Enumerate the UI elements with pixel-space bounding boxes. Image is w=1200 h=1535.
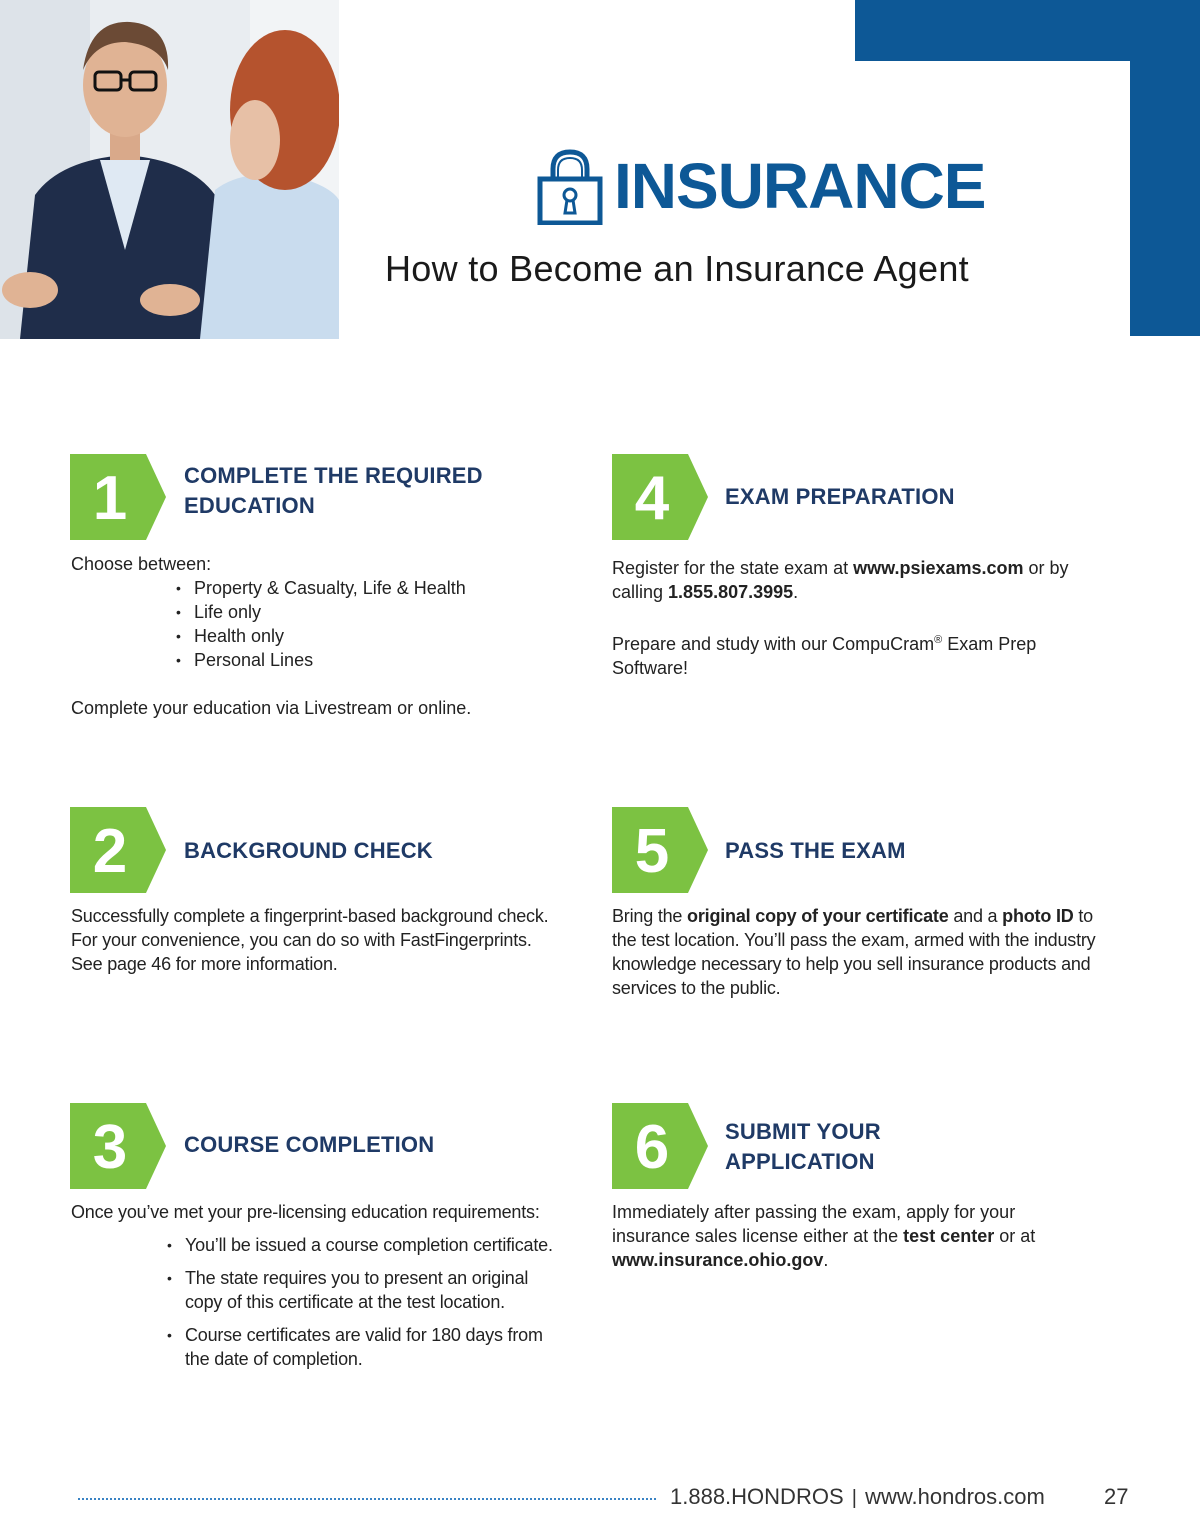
step-6-number: 6 [634,1113,670,1182]
step-5-heading: PASS THE EXAM [725,838,906,863]
list-item: • Personal Lines [176,648,571,672]
step-3-body [71,1200,591,1371]
step-1-heading-line-2: EDUCATION [184,493,315,518]
step-1-badge [70,454,166,540]
step-3-heading: COURSE COMPLETION [184,1132,435,1157]
footer-website[interactable]: www.hondros.com [865,1484,1045,1509]
step-1-heading-line-1: COMPLETE THE REQUIRED [184,463,483,488]
step-3-list [167,1233,591,1371]
step-2-body [71,904,591,976]
step-5-body [612,904,1142,1000]
footer-phone: 1.888.HONDROS [670,1484,844,1509]
step-6-line-3: www.insurance.ohio.gov. [612,1250,829,1270]
step-2-line-1: Successfully complete a fingerprint-based background check. [71,906,549,926]
step-5-number: 5 [634,817,670,886]
step-4-heading: EXAM PREPARATION [725,484,955,509]
step-4-badge [612,454,708,540]
step-6-heading-line-2: APPLICATION [725,1149,875,1174]
step-1-number: 1 [92,464,128,533]
step-2-heading: BACKGROUND CHECK [184,838,433,863]
list-item: • Life only [176,600,571,624]
step-2-number: 2 [92,817,128,886]
step-3-number: 3 [92,1113,128,1182]
step-4-paragraph-2: Prepare and study with our CompuCram® Exam Prep Software! [612,634,1037,678]
step-5-line-1: Bring the original copy of your certificate and a photo ID to [612,906,1093,926]
step-6-heading-line-1: SUBMIT YOUR [725,1119,881,1144]
footer-separator: | [851,1487,857,1509]
list-item: • Course certificates are valid for 180 days from the date of completion. [167,1323,591,1371]
step-6-body [612,1200,1132,1272]
step-5-line-3: knowledge necessary to help you sell insurance products and [612,954,1091,974]
step-4-paragraph-1: Register for the state exam at www.psiexams.com or by calling 1.855.807.3995. [612,558,1069,602]
footer-divider [78,1498,656,1500]
list-item: • Property & Casualty, Life & Health [176,576,571,600]
step-6-line-2: insurance sales license either at the test center or at [612,1226,1036,1246]
brand-header [536,146,985,226]
step-6-badge [612,1103,708,1189]
list-item: • The state requires you to present an original copy of this certificate at the test location. [167,1266,591,1314]
step-6-line-1: Immediately after passing the exam, apply for your [612,1202,1016,1222]
list-item: • You’ll be issued a course completion certificate. [167,1233,591,1257]
psi-exams-link[interactable]: www.psiexams.com [853,558,1024,578]
step-1-heading [184,461,483,521]
lock-icon [536,147,604,225]
corner-accent-side [1130,0,1200,336]
step-1-closing: Complete your education via Livestream or online. [71,698,472,718]
step-5-line-2: the test location. You’ll pass the exam, armed with the industry [612,930,1096,950]
hero-photo [0,0,339,339]
step-5-badge [612,807,708,893]
step-2-line-2: For your convenience, you can do so with FastFingerprints. [71,930,532,950]
footer-contact [670,1484,1045,1510]
step-2-line-3: See page 46 for more information. [71,954,338,974]
step-5-line-4: services to the public. [612,978,781,998]
step-1-options [176,576,571,672]
brand-title: INSURANCE [614,150,986,222]
step-3-intro: Once you’ve met your pre-licensing education requirements: [71,1202,540,1222]
step-4-body [612,556,1132,680]
step-1-intro: Choose between: [71,554,212,574]
step-3-badge [70,1103,166,1189]
step-1-body [71,552,571,720]
step-2-badge [70,807,166,893]
step-4-number: 4 [634,464,670,533]
page-subtitle: How to Become an Insurance Agent [385,248,969,289]
hero-photo-illustration [0,0,339,339]
step-6-heading [725,1117,881,1177]
exam-phone: 1.855.807.3995 [668,582,794,602]
page-number: 27 [1104,1484,1129,1509]
list-item: • Health only [176,624,571,648]
ohio-insurance-link[interactable]: www.insurance.ohio.gov [612,1250,824,1270]
